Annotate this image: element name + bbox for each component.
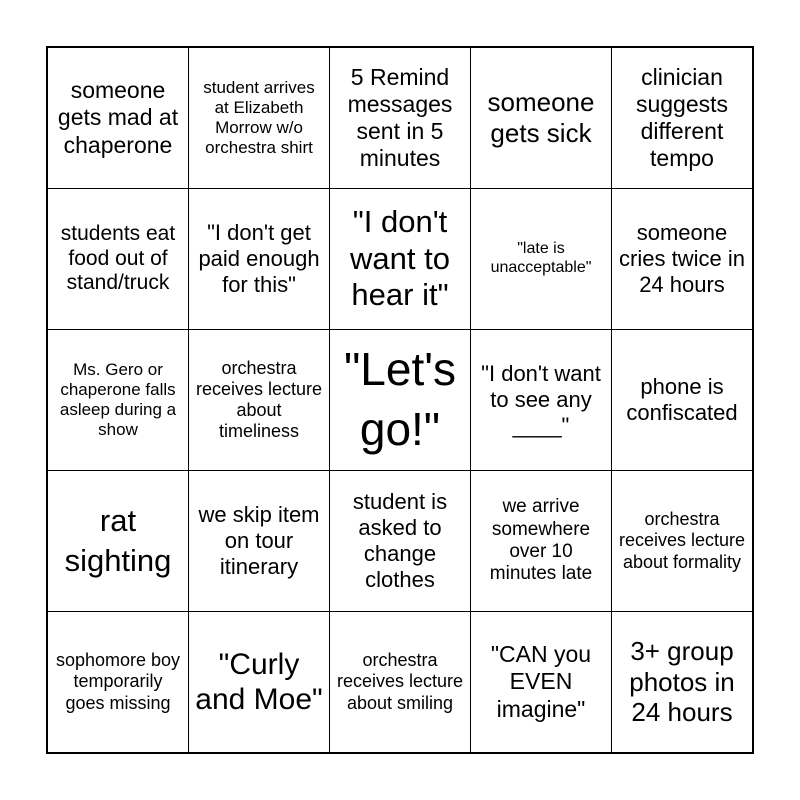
bingo-cell[interactable]: orchestra receives lecture about smiling — [336, 650, 464, 713]
bingo-cell[interactable]: someone gets sick — [487, 87, 595, 148]
bingo-cell[interactable]: student is asked to change clothes — [352, 489, 448, 592]
bingo-cell[interactable]: "late is unacceptable" — [490, 240, 592, 276]
bingo-cell[interactable]: we skip item on tour itinerary — [198, 502, 320, 579]
bingo-cell[interactable]: rat sighting — [64, 502, 172, 578]
bingo-cell[interactable]: 5 Remind messages sent in 5 minutes — [347, 63, 453, 172]
bingo-cell[interactable]: sophomore boy temporarily goes missing — [55, 650, 181, 713]
bingo-cell[interactable]: someone gets mad at chaperone — [57, 77, 179, 158]
bingo-cell[interactable]: "CAN you EVEN imagine" — [490, 641, 592, 722]
bingo-cell[interactable]: someone cries twice in 24 hours — [619, 220, 745, 297]
bingo-cell[interactable]: "I don't get paid enough for this" — [198, 220, 320, 297]
bingo-cell[interactable]: "I don't want to see any ____" — [481, 361, 601, 438]
bingo-board — [46, 46, 754, 754]
bingo-cell[interactable]: orchestra receives lecture about formality — [618, 509, 746, 572]
bingo-cell[interactable]: Ms. Gero or chaperone falls asleep during a show — [59, 359, 177, 440]
bingo-cell[interactable]: student arrives at Elizabeth Morrow w/o orchestra shirt — [203, 77, 315, 158]
bingo-cell[interactable]: "Let's go!" — [343, 343, 457, 455]
bingo-cell[interactable]: clinician suggests different tempo — [635, 63, 729, 172]
bingo-cell[interactable]: orchestra receives lecture about timeliness — [195, 357, 323, 442]
bingo-cell[interactable]: "I don't want to hear it" — [350, 204, 450, 313]
bingo-cell[interactable]: 3+ group photos in 24 hours — [629, 635, 735, 728]
bingo-cell[interactable]: "Curly and Moe" — [195, 647, 323, 716]
bingo-cell[interactable]: phone is confiscated — [626, 374, 738, 425]
bingo-cell[interactable]: students eat food out of stand/truck — [60, 221, 176, 295]
bingo-cell[interactable]: we arrive somewhere over 10 minutes late — [489, 496, 593, 585]
